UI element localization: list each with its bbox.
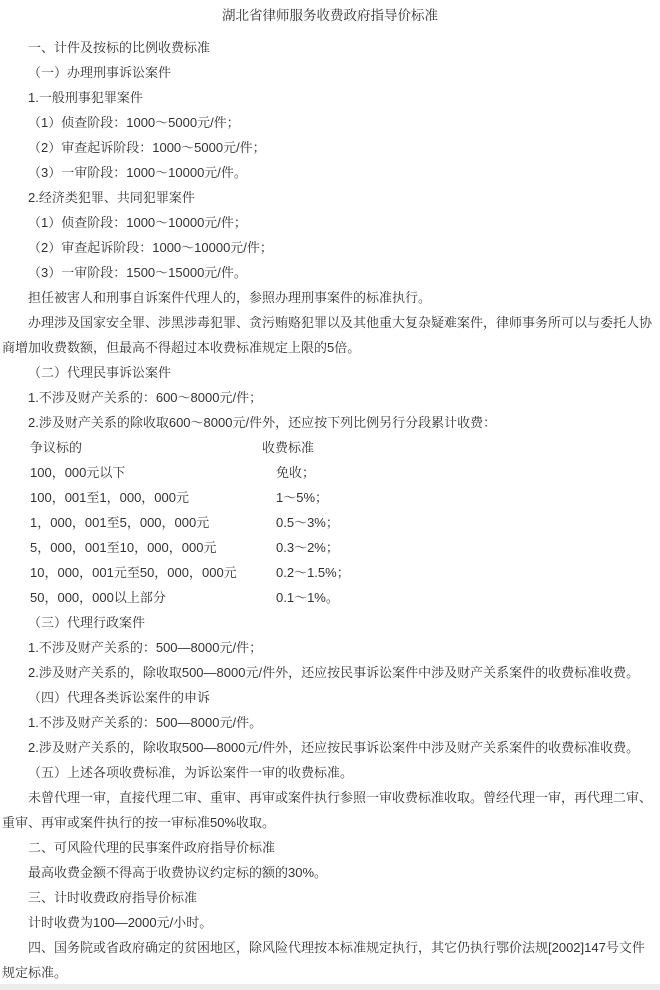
fee-cell-rate: 0.5～3%； <box>276 515 339 530</box>
text-line: 1.一般刑事犯罪案件 <box>28 90 143 105</box>
text-line: （1）侦查阶段：1000～5000元/件； <box>28 115 240 130</box>
text-line: （3）一审阶段：1500～15000元/件。 <box>28 265 247 280</box>
fee-table-row <box>2 560 660 585</box>
fee-table-row <box>2 460 660 485</box>
text-line: 2.涉及财产关系的，除收取500—8000元/件外，还应按民事诉讼案件中涉及财产关系案件的收费标准收费。 <box>28 740 640 755</box>
text-line: （一）办理刑事诉讼案件 <box>28 65 172 80</box>
fee-table-row <box>2 485 660 510</box>
text-line: （三）代理行政案件 <box>28 615 146 630</box>
page-title: 湖北省律师服务收费政府指导价标准 <box>222 8 438 23</box>
fee-cell-rate: 0.3～2%； <box>276 540 339 555</box>
text-line: 重审、再审或案件执行的按一审标准50%收取。 <box>2 815 276 830</box>
fee-cell-subject-amount: 1，000，001至5，000，000元 <box>30 515 210 530</box>
fee-cell-rate: 0.2～1.5%； <box>276 565 350 580</box>
text-line: 担任被害人和刑事自诉案件代理人的，参照办理刑事案件的标准执行。 <box>28 290 432 305</box>
fee-cell-subject-amount: 100，001至1，000，000元 <box>30 490 189 505</box>
fee-table-row <box>2 535 660 560</box>
fee-table-row <box>2 585 660 610</box>
text-line: （2）审查起诉阶段：1000～5000元/件； <box>28 140 266 155</box>
text-line: 二、可风险代理的民事案件政府指导价标准 <box>28 840 276 855</box>
document-body <box>0 35 660 985</box>
fee-cell-subject-amount: 10，000，001元至50，000，000元 <box>30 565 237 580</box>
text-line: 2.涉及财产关系的，除收取500—8000元/件外，还应按民事诉讼案件中涉及财产关系案件的收费标准收费。 <box>28 665 640 680</box>
fee-table-header-row <box>2 435 660 460</box>
text-line: （3）一审阶段：1000～10000元/件。 <box>28 165 247 180</box>
text-line: （二）代理民事诉讼案件 <box>28 365 172 380</box>
fee-table-col-subject: 争议标的 <box>30 440 83 455</box>
fee-cell-subject-amount: 50，000，000以上部分 <box>30 590 166 605</box>
text-line: （1）侦查阶段：1000～10000元/件； <box>28 215 247 230</box>
text-line: 未曾代理一审，直接代理二审、重审、再审或案件执行参照一审收费标准收取。曾经代理一审，再代理二审、 <box>28 790 653 805</box>
text-line: 一、计件及按标的比例收费标准 <box>28 40 211 55</box>
text-line: 2.涉及财产关系的除收取600～8000元/件外，还应按下列比例另行分段累计收费： <box>28 415 497 430</box>
text-line: 2.经济类犯罪、共同犯罪案件 <box>28 190 195 205</box>
fee-cell-subject-amount: 100，000元以下 <box>30 465 126 480</box>
text-line: 办理涉及国家安全罪、涉黑涉毒犯罪、贪污贿赂犯罪以及其他重大复杂疑难案件，律师事务所可以与委托人协 <box>28 315 653 330</box>
text-line: 1.不涉及财产关系的：500—8000元/件。 <box>28 715 263 730</box>
text-line: （2）审查起诉阶段：1000～10000元/件； <box>28 240 273 255</box>
text-line: 计时收费为100—2000元/小时。 <box>28 915 213 930</box>
text-line: 四、国务院或省政府确定的贫困地区，除风险代理按本标准规定执行，其它仍执行鄂价法规[2002]147号文件 <box>28 940 645 955</box>
fee-cell-rate: 1～5%； <box>276 490 329 505</box>
text-line: （五）上述各项收费标准，为诉讼案件一审的收费标准。 <box>28 765 354 780</box>
text-line: 商增加收费数额，但最高不得超过本收费标准规定上限的5倍。 <box>2 340 361 355</box>
fee-table-col-rate: 收费标准 <box>262 440 315 455</box>
text-line: （四）代理各类诉讼案件的申诉 <box>28 690 211 705</box>
fee-cell-rate: 0.1～1%。 <box>276 590 339 605</box>
text-line: 1.不涉及财产关系的：500—8000元/件； <box>28 640 263 655</box>
fee-table-row <box>2 510 660 535</box>
text-line: 三、计时收费政府指导价标准 <box>28 890 198 905</box>
text-line: 最高收费金额不得高于收费协议约定标的额的30%。 <box>28 865 328 880</box>
text-line: 1.不涉及财产关系的：600～8000元/件； <box>28 390 263 405</box>
footer-divider <box>0 984 660 990</box>
fee-cell-subject-amount: 5，000，001至10，000，000元 <box>30 540 217 555</box>
fee-cell-rate: 免收； <box>276 465 316 480</box>
text-line: 规定标准。 <box>2 965 68 980</box>
